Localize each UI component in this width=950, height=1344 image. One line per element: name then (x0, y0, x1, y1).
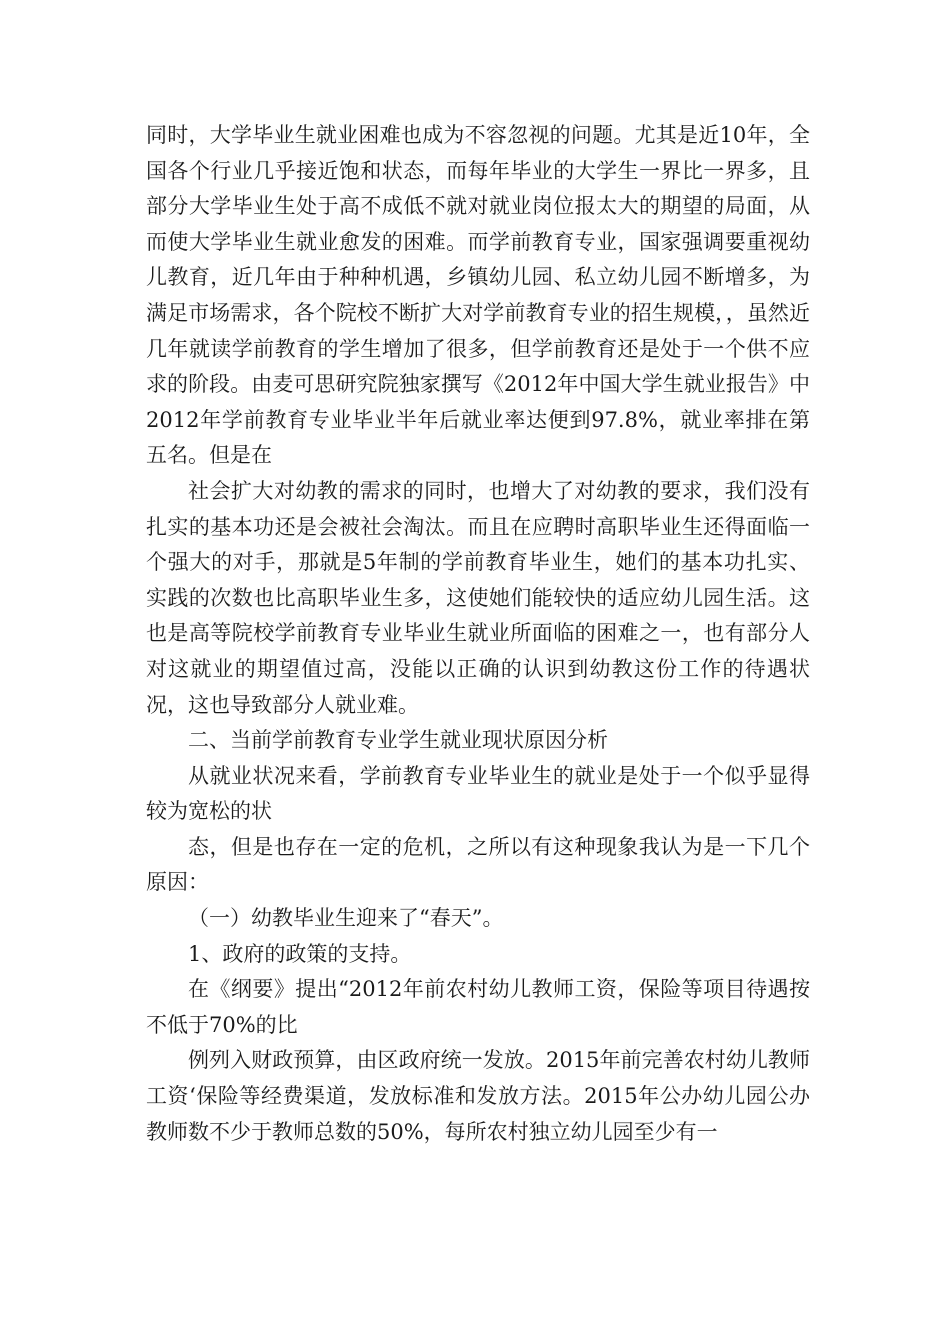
subsection-heading-1: （一）幼教毕业生迎来了“春天”。 (188, 906, 504, 931)
document-body (146, 118, 810, 1150)
paragraph-reasons: 态，但是也存在一定的危机，之所以有这种现象我认为是一下几个原因： (146, 834, 810, 895)
paragraph-employment-status: 从就业状况来看，学前教育专业毕业生的就业是处于一个似乎显得较为宽松的状 (146, 763, 810, 824)
section-heading-2: 二、当前学前教育专业学生就业现状原因分析 (188, 728, 608, 753)
paragraph-continuation: 同时，大学毕业生就业困难也成为不容忽视的问题。尤其是近10年，全国各个行业几乎接近饱和状态，而每年毕业的大学生一界比一界多，且部分大学毕业生处于高不成低不就对就业岗位报太大的期望的局面，从而使大学毕业生就业愈发的困难。而学前教育专业，国家强调要重视幼儿教育，近几年由于种种机遇，乡镇幼儿园、私立幼儿园不断增多，为满足市场需求，各个院校不断扩大对学前教育专业的招生规模，，虽然近几年就读学前教育的学生增加了很多，但学前教育还是处于一个供不应求的阶段。由麦可思研究院独家撰写《2012年中国大学生就业报告》中2012年学前教育专业毕业半年后就业率达便到97.8%，就业率排在第五名。但是在 (146, 123, 810, 468)
paragraph-budget: 例列入财政预算，由区政府统一发放。2015年前完善农村幼儿教师工资‘保险等经费渠道，发放标准和发放方法。2015年公办幼儿园公办教师数不少于教师总数的50%，每所农村独立幼儿园至少有一 (146, 1048, 810, 1144)
paragraph-outline-quote: 在《纲要》提出“2012年前农村幼儿教师工资，保险等项目待遇按不低于70%的比 (146, 977, 810, 1037)
list-item-policy-support: 1、政府的政策的支持。 (188, 941, 412, 966)
paragraph-social-demand: 社会扩大对幼教的需求的同时，也增大了对幼教的要求，我们没有扎实的基本功还是会被社会淘汰。而且在应聘时高职毕业生还得面临一个强大的对手，那就是5年制的学前教育毕业生，她们的基本功扎实、实践的次数也比高职毕业生多，这使她们能较快的适应幼儿园生活。这也是高等院校学前教育专业毕业生就业所面临的困难之一，也有部分人对这就业的期望值过高，没能以正确的认识到幼教这份工作的待遇状况，这也导致部分人就业难。 (146, 478, 810, 717)
